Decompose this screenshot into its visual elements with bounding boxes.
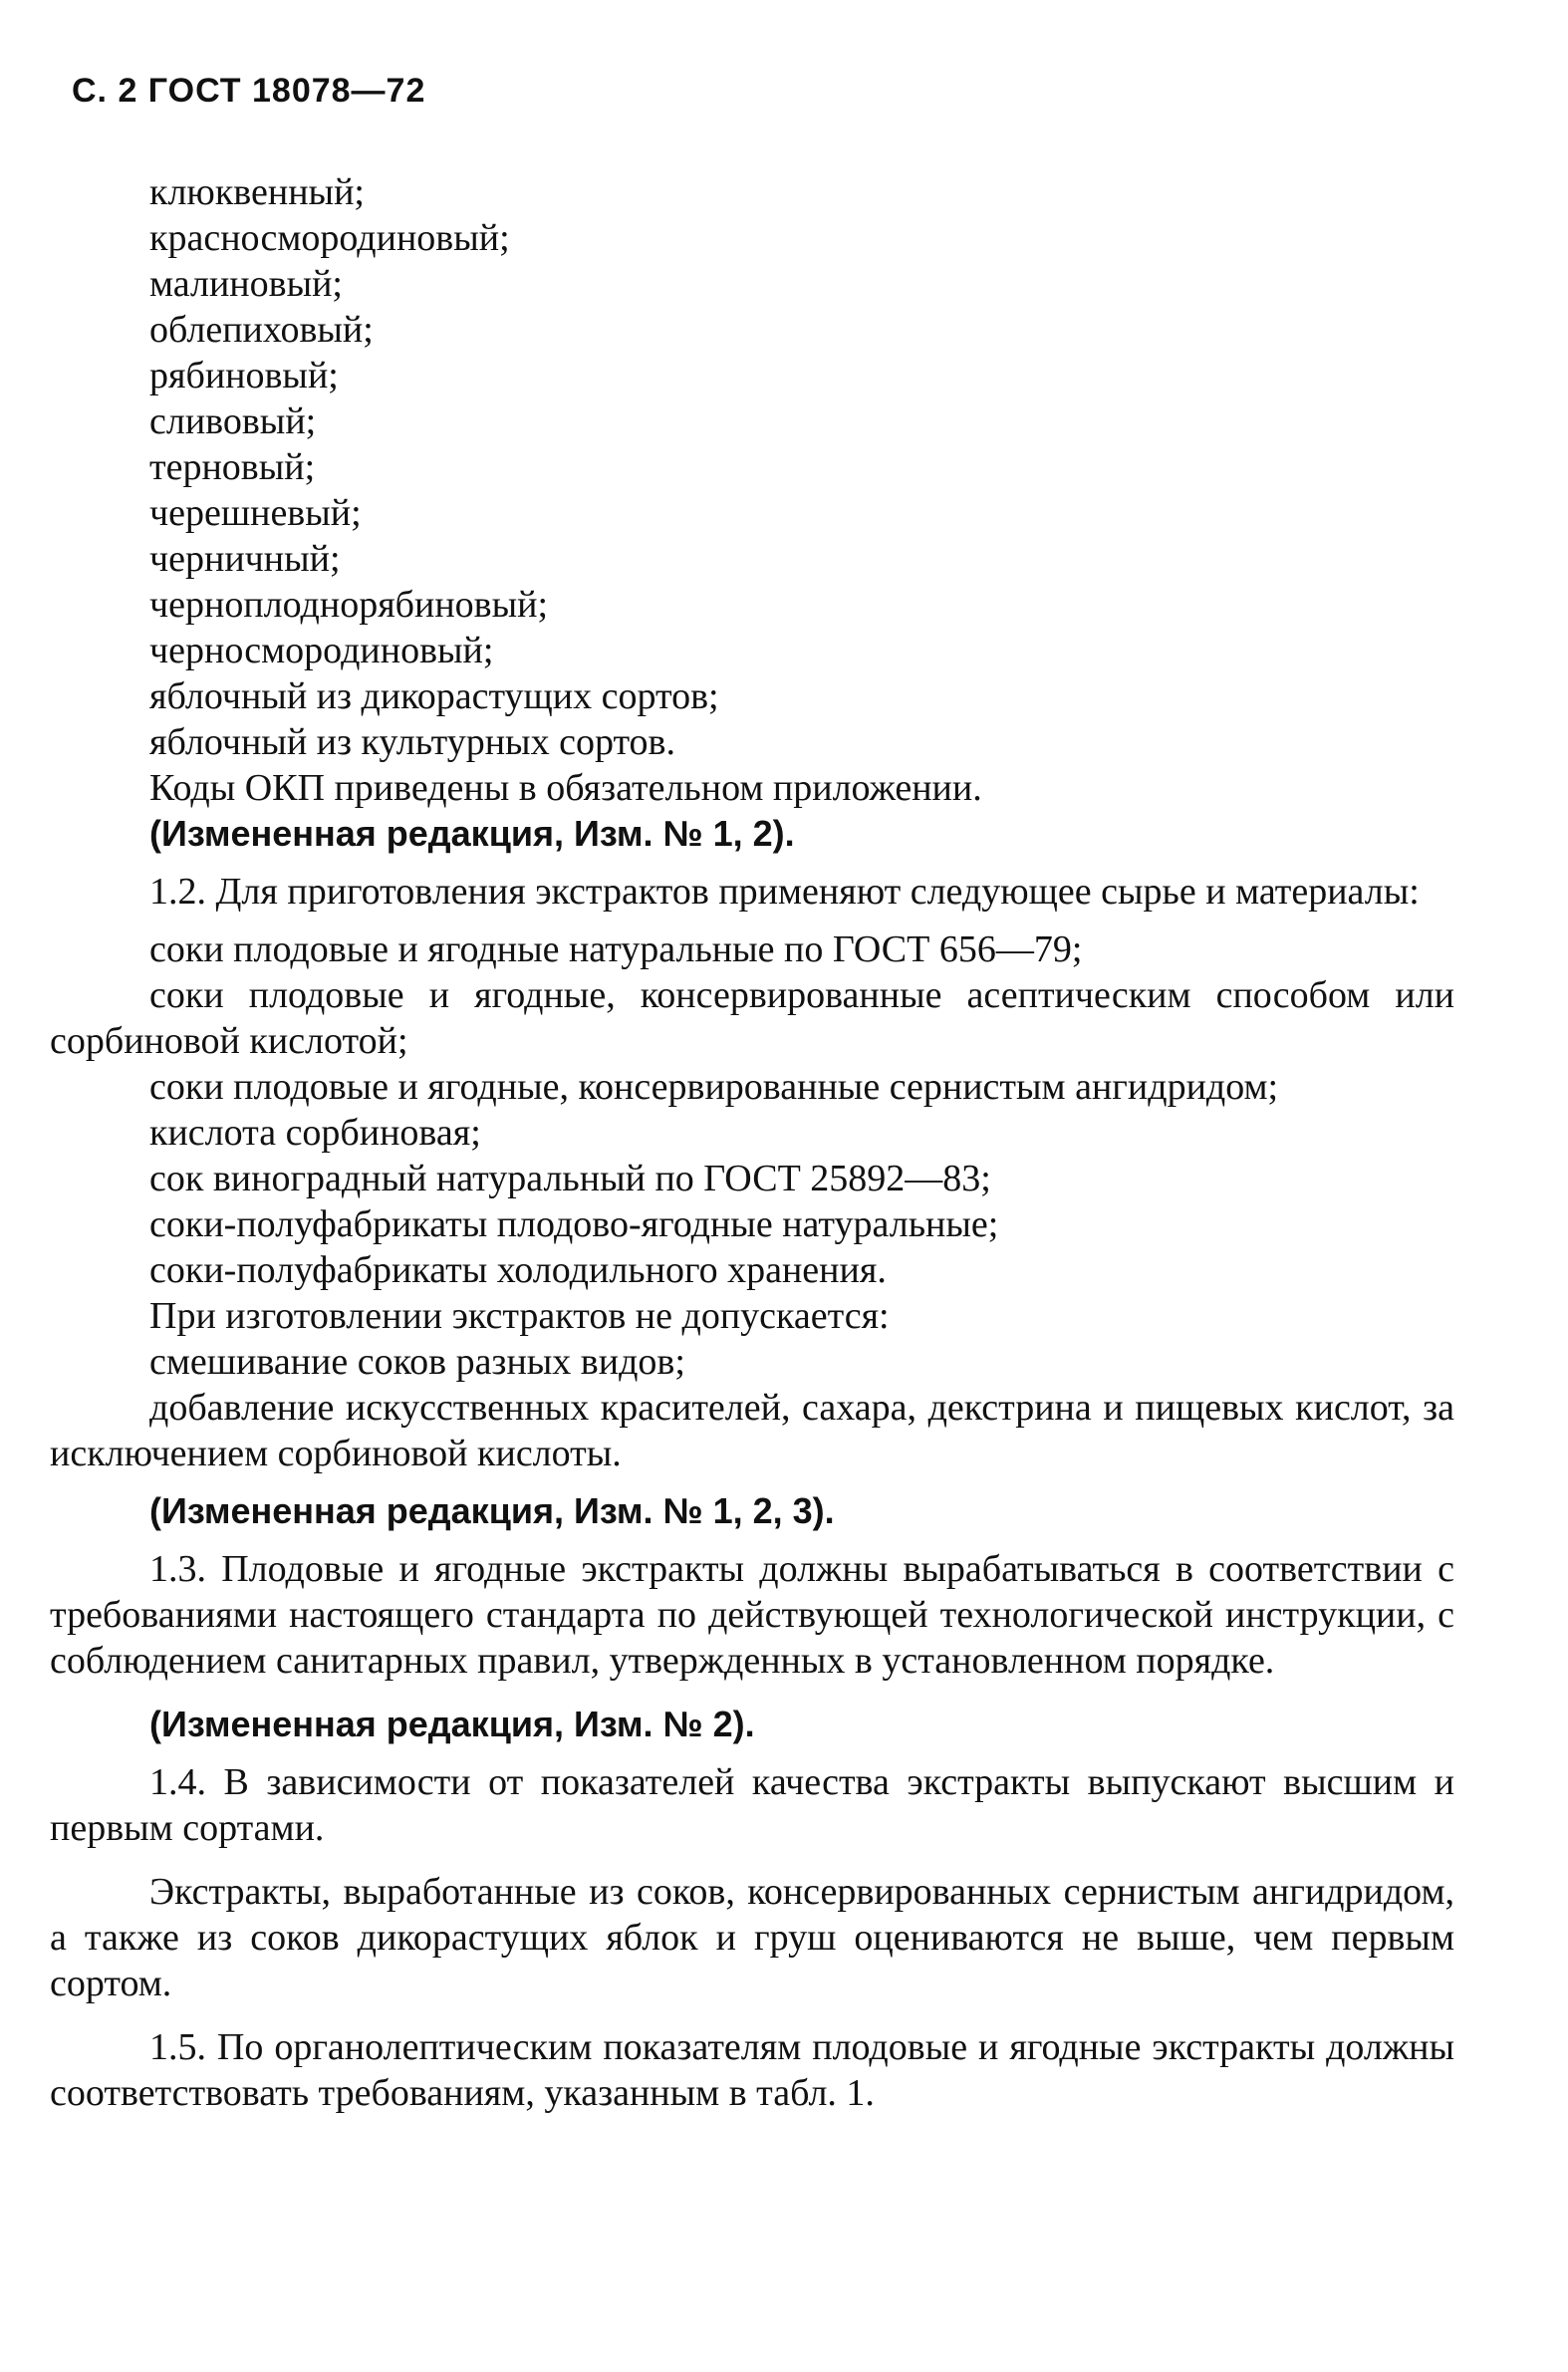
list-item: малиновый;: [149, 263, 343, 305]
revision-note: (Измененная редакция, Изм. № 1, 2, 3).: [149, 1490, 835, 1531]
list-item: рябиновый;: [149, 355, 339, 396]
list-item: яблочный из дикорастущих сортов;: [149, 675, 719, 717]
list-item: терновый;: [149, 446, 316, 488]
material-item: соки плодовые и ягодные, консервированные асептическим способом или сорбиновой кислотой;: [50, 974, 1454, 1062]
paragraph-1-4-b: Экстракты, выработанные из соков, консервированных сернистым ангидридом, а также из соков дикорастущих яблок и груш оцениваются не выше, чем первым сортом.: [50, 1871, 1454, 2004]
material-item: соки-полуфабрикаты плодово-ягодные натуральные;: [149, 1203, 999, 1245]
list-item: черноплоднорябиновый;: [149, 584, 549, 626]
document-body: [50, 169, 1454, 2116]
list-item: черничный;: [149, 538, 341, 580]
material-item: соки плодовые и ягодные, консервированные сернистым ангидридом;: [149, 1066, 1279, 1108]
okp-note: Коды ОКП приведены в обязательном приложении.: [149, 767, 982, 809]
list-item: облепиховый;: [149, 309, 374, 351]
material-item: кислота сорбиновая;: [149, 1112, 481, 1154]
list-item: черешневый;: [149, 492, 362, 534]
paragraph-1-5: 1.5. По органолептическим показателям плодовые и ягодные экстракты должны соответствовать требованиям, указанным в табл. 1.: [50, 2026, 1454, 2114]
list-item: яблочный из культурных сортов.: [149, 721, 675, 763]
prohibited-intro: При изготовлении экстрактов не допускается:: [149, 1295, 890, 1337]
paragraph-1-3: 1.3. Плодовые и ягодные экстракты должны вырабатываться в соответствии с требованиями настоящего стандарта по действующей технологической инструкции, с соблюдением санитарных правил, утвержденных в установленном порядке.: [50, 1548, 1454, 1682]
prohibited-item: добавление искусственных красителей, сахара, декстрина и пищевых кислот, за исключением сорбиновой кислоты.: [50, 1387, 1454, 1474]
prohibited-item: смешивание соков разных видов;: [149, 1341, 685, 1383]
material-item: сок виноградный натуральный по ГОСТ 25892—83;: [149, 1158, 991, 1199]
revision-note: (Измененная редакция, Изм. № 2).: [149, 1704, 755, 1744]
page-header: С. 2 ГОСТ 18078—72: [72, 72, 426, 110]
list-item: черносмородиновый;: [149, 630, 494, 671]
list-item: клюквенный;: [149, 171, 365, 213]
list-item: сливовый;: [149, 400, 317, 442]
material-item: соки-полуфабрикаты холодильного хранения.: [149, 1249, 887, 1291]
revision-note: (Измененная редакция, Изм. № 1, 2).: [149, 813, 795, 854]
list-item: красносмородиновый;: [149, 217, 510, 259]
material-item: соки плодовые и ягодные натуральные по ГОСТ 656—79;: [149, 928, 1083, 970]
paragraph-1-4: 1.4. В зависимости от показателей качества экстракты выпускают высшим и первым сортами.: [50, 1761, 1454, 1849]
paragraph-1-2: 1.2. Для приготовления экстрактов применяют следующее сырье и материалы:: [149, 871, 1420, 913]
